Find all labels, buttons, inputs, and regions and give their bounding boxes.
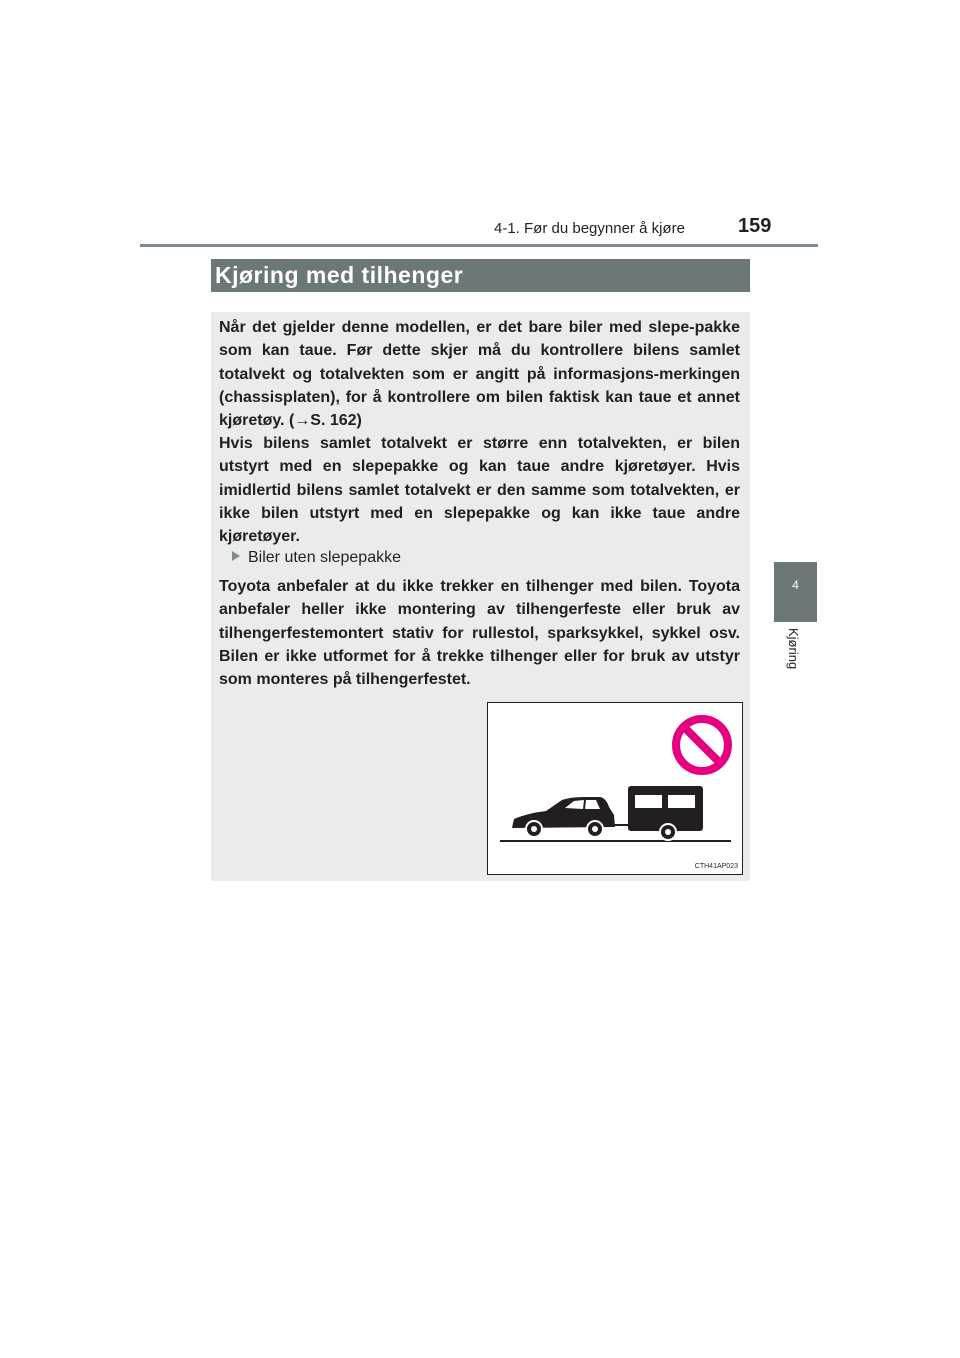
- bullet-item: [232, 549, 401, 567]
- car-icon: [512, 797, 615, 837]
- bullet-text: Biler uten slepepakke: [248, 549, 401, 566]
- section-title: Kjøring med tilhenger: [215, 262, 464, 288]
- header-section-title: 4-1. Før du begynner å kjøre: [494, 220, 685, 237]
- trailer-icon: [628, 786, 703, 840]
- illustration-no-trailer: [487, 702, 743, 875]
- chapter-tab-number: 4: [792, 578, 799, 592]
- chapter-tab-label: Kjøring: [786, 628, 801, 670]
- car-with-trailer-illustration: [488, 703, 742, 874]
- prohibited-icon: [676, 719, 728, 771]
- triangle-bullet-icon: [232, 551, 240, 561]
- header-rule: [140, 244, 818, 247]
- paragraph-recommendation: Toyota anbefaler at du ikke trekker en tilhenger med bilen. Toyota anbefaler heller ikke montering av tilhengerfeste eller bruk av tilhengerfestemontert stativ for rullestol, sparksykkel, sykkel osv. Bilen er ikke utformet for å trekke tilhenger eller for bruk av utstyr som monteres på tilhengerfestet.: [219, 578, 740, 689]
- paragraph-towing-capability: Når det gjelder denne modellen, er det bare biler med slepe-pakke som kan taue. Før dette skjer må du kontrollere bilens samlet totalvekt og totalvekten som er angitt på informasjons-merkingen (chassisplaten), for å kontrollere om bilen faktisk kan taue et annet kjøretøy. (→S. 162): [219, 319, 740, 430]
- page-number: 159: [738, 215, 772, 237]
- figure-code: CTH41AP023: [694, 863, 738, 870]
- paragraph-gross-weight: Hvis bilens samlet totalvekt er større enn totalvekten, er bilen utstyrt med en slepepakke og kan taue andre kjøretøyer. Hvis imidlertid bilens samlet totalvekt er den samme som totalvekten, er ikke bilen utstyrt med en slepepakke og kan ikke taue andre kjøretøyer.: [219, 435, 740, 546]
- chapter-tab: [774, 562, 817, 622]
